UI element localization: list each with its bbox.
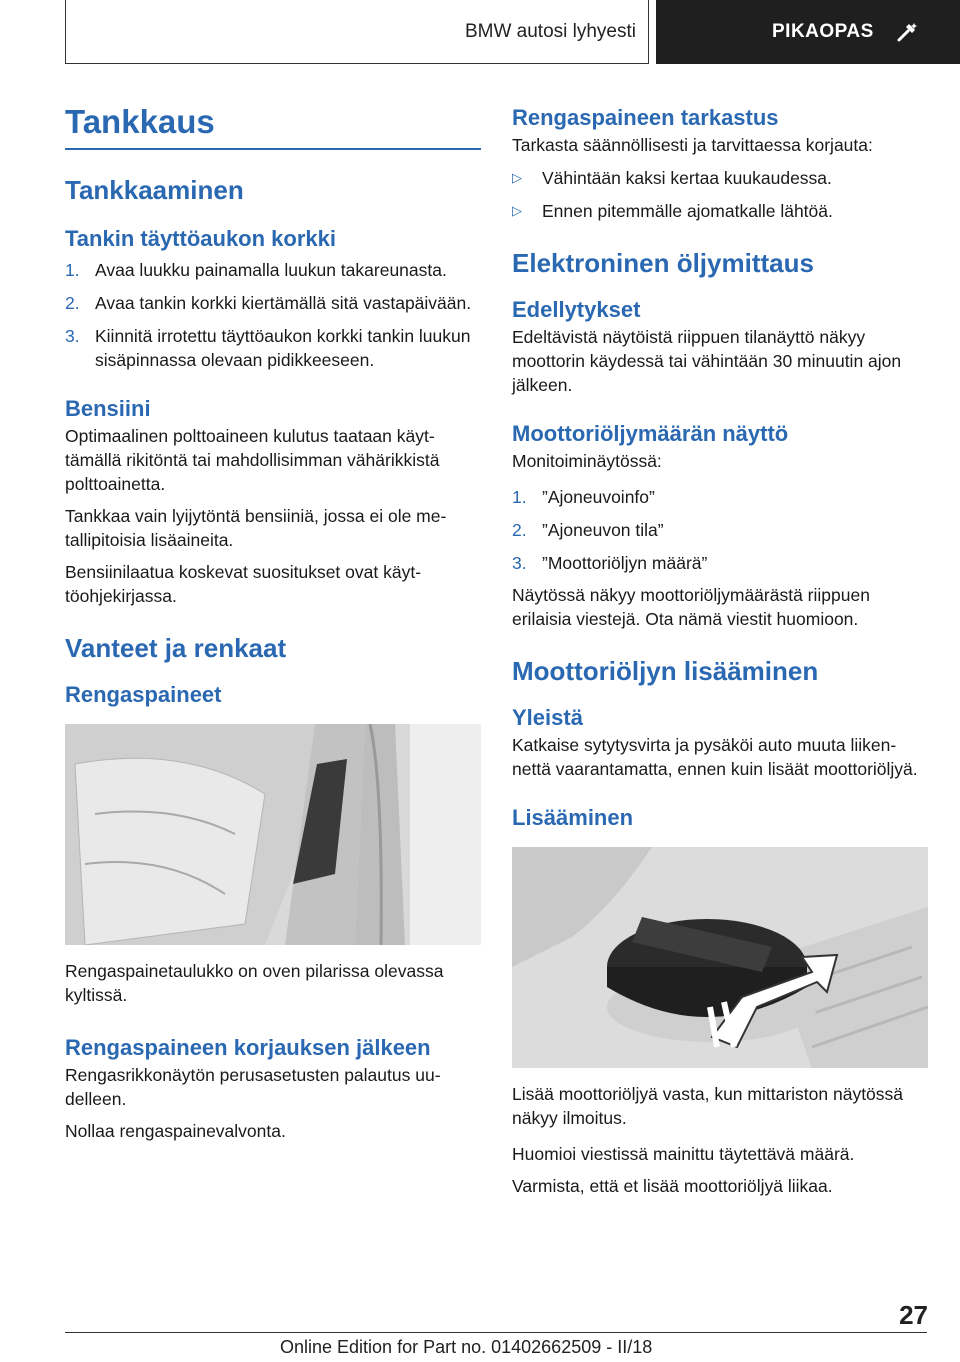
list-item: 3. Kiinnitä irrotettu täyttöaukon korkki tankin luukun sisäpinnassa olevaan pidikkeeseen. (65, 326, 471, 370)
petrol-paragraph-1: Optimaalinen polttoaineen kulutus taataan käyttämällä rikitöntä tai mahdollisimman vähärikkistä polttoainetta. (65, 426, 440, 494)
triangle-bullet-icon: ▷ (512, 203, 522, 218)
petrol-paragraph-2: Tankkaa vain lyijytöntä bensiiniä, jossa ei ole metallipitoisia lisäaineita. (65, 506, 447, 550)
adding-paragraph-3: Varmista, että et lisää moottoriöljyä liikaa. (512, 1176, 833, 1196)
page-number: 27 (899, 1300, 928, 1330)
display-paragraph-2: Näytössä näkyy moottoriöljymäärästä riippuen erilaisia viestejä. Ota nämä viestit huomioon. (512, 585, 870, 629)
list-item: 2. ”Ajoneuvon tila” (512, 520, 664, 540)
guide-label: PIKAOPAS (772, 21, 874, 42)
prereq-paragraph: Edeltävistä näytöistä riippuen tilanäyttö näkyy moottorin käydessä tai vähintään 30 minuutin ajon jälkeen. (512, 327, 902, 395)
header-section-title (65, 0, 649, 64)
pressure-caption: Rengaspainetaulukko on oven pilarissa olevassa kyltissä. (65, 961, 444, 1005)
list-item: 1. ”Ajoneuvoinfo” (512, 487, 655, 507)
door-pillar-photo (65, 724, 481, 945)
list-item: 2. Avaa tankin korkki kiertämällä sitä vastapäivään. (65, 293, 472, 313)
header-guide-tab[interactable] (656, 0, 960, 64)
heading-adding: Lisääminen (512, 805, 634, 830)
heading-fuel-cap: Tankin täyttöaukon korkki (65, 226, 336, 251)
repair-paragraph-2: Nollaa rengaspainevalvonta. (65, 1121, 286, 1141)
heading-refuel: Tankkaaminen (65, 175, 244, 205)
wrench-sparkle-icon (896, 21, 918, 43)
cap-steps (65, 258, 481, 372)
title-rule (65, 148, 481, 150)
check-list (512, 166, 928, 223)
adding-paragraph-1: Lisää moottoriöljyä vasta, kun mittariston näytössä näkyy ilmoitus. (512, 1084, 904, 1128)
oil-cap-photo (512, 847, 928, 1068)
heading-general: Yleistä (512, 705, 583, 730)
check-paragraph: Tarkasta säännöllisesti ja tarvittaessa korjauta: (512, 135, 873, 155)
list-item: 3. ”Moottoriöljyn määrä” (512, 553, 708, 573)
footer-rule (65, 1332, 927, 1333)
heading-add-oil: Moottoriöljyn lisääminen (512, 656, 819, 686)
list-item: ▷ Vähintään kaksi kertaa kuukaudessa. (512, 168, 832, 188)
adding-paragraph-2: Huomioi viestissä mainittu täytettävä määrä. (512, 1144, 855, 1164)
heading-petrol: Bensiini (65, 396, 151, 421)
heading-prerequisites: Edellytykset (512, 297, 641, 322)
heading-oil-gauge: Elektroninen öljymittaus (512, 248, 814, 278)
heading-oil-display: Moottoriöljymäärän näyttö (512, 421, 789, 446)
edition-text: Online Edition for Part no. 01402662509 - II/18 (280, 1337, 653, 1357)
right-column (512, 103, 928, 1198)
heading-after-repair: Rengaspaineen korjauksen jälkeen (65, 1035, 431, 1060)
triangle-bullet-icon: ▷ (512, 170, 522, 185)
section-title: BMW autosi lyhyesti (464, 20, 636, 42)
heading-tyre-pressures: Rengaspaineet (65, 682, 222, 707)
left-column (65, 98, 481, 1143)
list-item: ▷ Ennen pitemmälle ajomatkalle lähtöä. (512, 201, 833, 221)
display-paragraph: Monitoiminäytössä: (512, 451, 662, 471)
page-title: Tankkaus (65, 103, 215, 140)
repair-paragraph-1: Rengasrikkonäytön perusasetusten palautus uudelleen. (65, 1065, 441, 1109)
list-item: 1. Avaa luukku painamalla luukun takareunasta. (65, 260, 447, 280)
heading-pressure-check: Rengaspaineen tarkastus (512, 105, 779, 130)
general-paragraph: Katkaise sytytysvirta ja pysäköi auto muuta liikennettä vaarantamatta, ennen kuin lisäät moottoriöljyä. (512, 735, 918, 779)
petrol-paragraph-3: Bensiinilaatua koskevat suositukset ovat käyttöohjekirjassa. (65, 562, 422, 606)
display-steps (512, 485, 928, 575)
heading-wheels: Vanteet ja renkaat (65, 633, 287, 663)
